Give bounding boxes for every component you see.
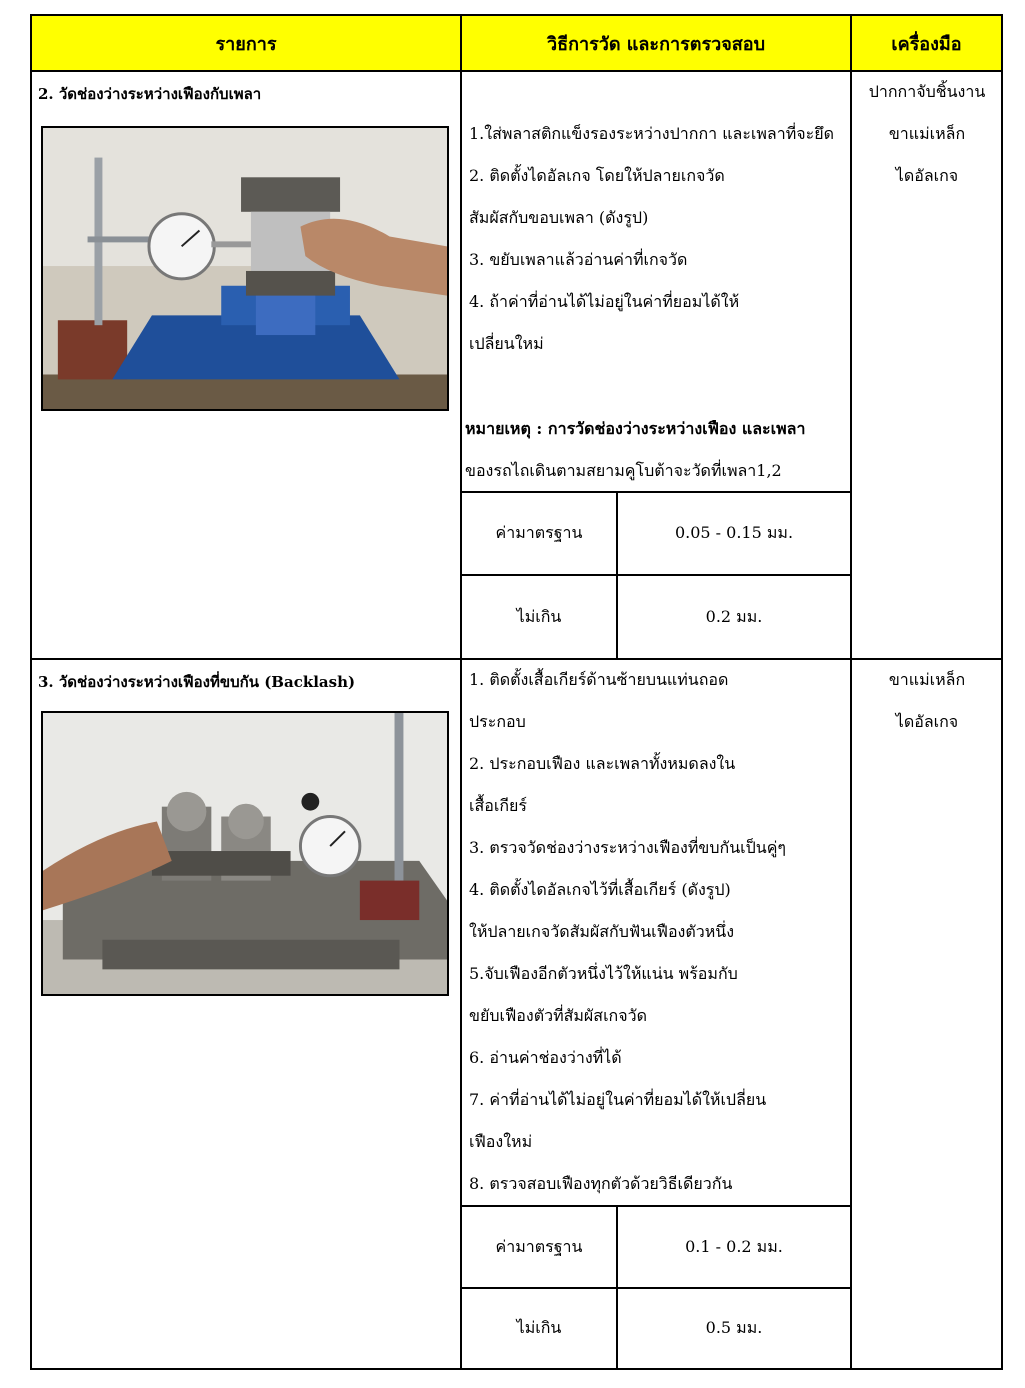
section2-note-line2: ของรถไถเดินตามสยามคูโบต้าจะวัดที่เพลา1,2 [465, 461, 782, 480]
section2-tools-cell [852, 72, 1003, 660]
section2-tool-2: ขาแม่เหล็ก [888, 124, 966, 143]
section2-note-text: การวัดช่องว่างระหว่างเฟือง และเพลา [542, 419, 806, 438]
header-item: รายการ [32, 16, 462, 72]
section3-step-1: 1. ติดตั้งเสื้อเกียร์ด้านซ้ายบนแท่นถอด [469, 670, 729, 689]
header-method: วิธีการวัด และการตรวจสอบ [462, 16, 852, 72]
section2-spec-label-2: ไม่เกิน [462, 576, 618, 660]
section3-spec-label-1: ค่ามาตรฐาน [462, 1207, 618, 1289]
section2-spec-label-1: ค่ามาตรฐาน [462, 493, 618, 576]
section3-step-5b: ขยับเฟืองตัวที่สัมผัสเกจวัด [469, 1006, 647, 1025]
section2-step-3: 3. ขยับเพลาแล้วอ่านค่าที่เกจวัด [469, 250, 688, 269]
section3-spec-value-1: 0.1 - 0.2 มม. [618, 1207, 852, 1289]
section3-step-4b: ให้ปลายเกจวัดสัมผัสกับฟันเฟืองตัวหนึ่ง [469, 922, 735, 941]
header-tools: เครื่องมือ [852, 16, 1003, 72]
section3-step-3: 3. ตรวจวัดช่องว่างระหว่างเฟืองที่ขบกันเป็นคู่ๆ [469, 838, 786, 857]
section2-tool-3: ไดอัลเกจ [895, 166, 959, 185]
section3-tools-cell [852, 660, 1003, 1370]
section3-step-2b: เสื้อเกียร์ [469, 796, 527, 815]
section2-step-2b: สัมผัสกับขอบเพลา (ดังรูป) [469, 208, 649, 227]
section3-step-4: 4. ติดตั้งไดอัลเกจไว้ที่เสื้อเกียร์ (ดังรูป) [469, 880, 731, 899]
section2-step-1: 1.ใส่พลาสติกแข็งรองระหว่างปากกา และเพลาที่จะยึด [469, 124, 834, 143]
section3-step-7: 7. ค่าที่อ่านได้ไม่อยู่ในค่าที่ยอมได้ให้เปลี่ยน [469, 1090, 767, 1109]
section2-step-4b: เปลี่ยนใหม่ [469, 334, 544, 353]
section3-spec-label-2: ไม่เกิน [462, 1289, 618, 1370]
section3-tool-2: ไดอัลเกจ [895, 712, 959, 731]
section3-photo [41, 711, 449, 996]
section2-step-4: 4. ถ้าค่าที่อ่านได้ไม่อยู่ในค่าที่ยอมได้ให้ [469, 292, 740, 311]
section3-step-1b: ประกอบ [469, 712, 526, 731]
section2-note [465, 417, 805, 442]
section2-spec-value-1: 0.05 - 0.15 มม. [618, 493, 852, 576]
section2-step-2: 2. ติดตั้งไดอัลเกจ โดยให้ปลายเกจวัด [469, 166, 725, 185]
section2-spec-value-2: 0.2 มม. [618, 576, 852, 660]
section3-step-5: 5.จับเฟืองอีกตัวหนึ่งไว้ให้แน่น พร้อมกับ [469, 964, 738, 983]
section3-title: 3. วัดช่องว่างระหว่างเฟืองที่ขบกัน (Backlash) [38, 673, 356, 691]
section3-step-8: 8. ตรวจสอบเฟืองทุกตัวด้วยวิธีเดียวกัน [469, 1174, 733, 1193]
section2-note-label: หมายเหตุ : [465, 419, 543, 438]
section2-photo [41, 126, 449, 411]
section2-tool-1: ปากกาจับชิ้นงาน [868, 82, 986, 101]
section3-step-6: 6. อ่านค่าช่องว่างที่ได้ [469, 1048, 622, 1067]
section3-tool-1: ขาแม่เหล็ก [888, 670, 966, 689]
section2-title: 2. วัดช่องว่างระหว่างเฟืองกับเพลา [38, 85, 262, 103]
section3-step-2: 2. ประกอบเฟือง และเพลาทั้งหมดลงใน [469, 754, 736, 773]
section3-spec-value-2: 0.5 มม. [618, 1289, 852, 1370]
section3-step-7b: เฟืองใหม่ [469, 1132, 533, 1151]
